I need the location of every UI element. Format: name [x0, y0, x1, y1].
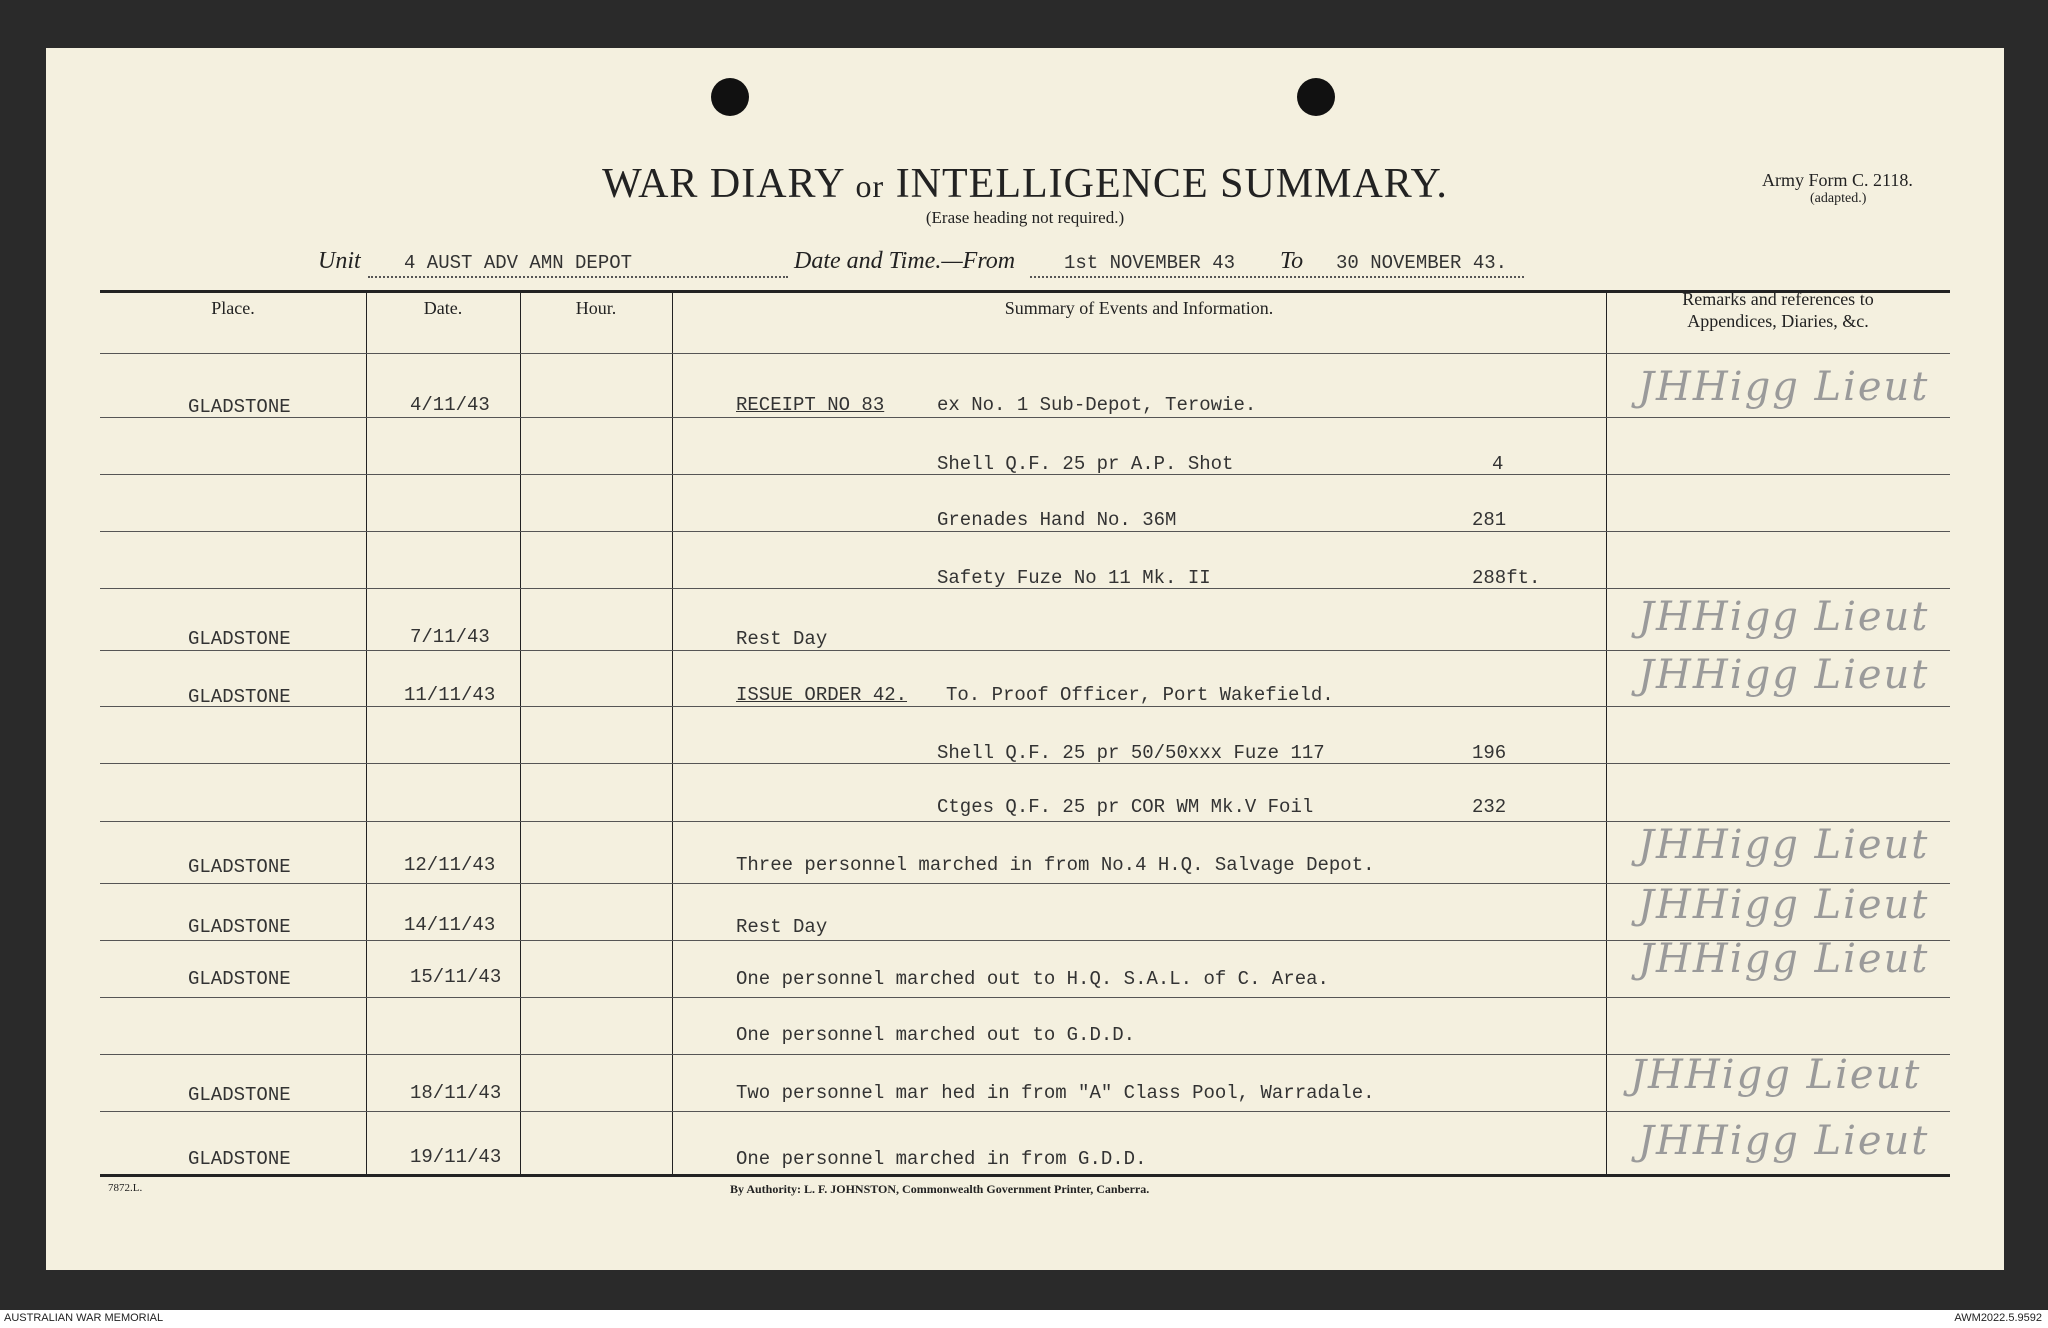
date-cell: 7/11/43	[410, 626, 490, 648]
archive-name: AUSTRALIAN WAR MEMORIAL	[4, 1312, 164, 1324]
archive-ref: AWM2022.5.9592	[1954, 1312, 2042, 1324]
date-cell: 4/11/43	[410, 394, 490, 416]
row-line	[100, 531, 1950, 532]
row-line	[100, 353, 1950, 354]
summary-item: Safety Fuze No 11 Mk. II	[937, 567, 1211, 589]
printer-authority: By Authority: L. F. JOHNSTON, Commonwealth Government Printer, Canberra.	[730, 1182, 1150, 1196]
quantity-cell: 281	[1472, 509, 1507, 531]
quantity-cell: 288ft.	[1472, 567, 1541, 589]
army-form-adapted: (adapted.)	[1810, 191, 1867, 206]
place-cell: GLADSTONE	[188, 856, 291, 878]
summary-text: Two personnel mar hed in from "A" Class Pool, Warradale.	[736, 1082, 1375, 1104]
officer-signature: JHHigg Lieut	[1630, 1052, 1922, 1098]
unit-label: Unit	[318, 248, 361, 274]
from-date-value: 1st NOVEMBER 43	[1064, 252, 1236, 274]
form-code: 7872.L.	[108, 1182, 143, 1194]
place-cell: GLADSTONE	[188, 686, 291, 708]
to-dotted-line	[1314, 276, 1524, 278]
officer-signature: JHHigg Lieut	[1638, 936, 1930, 982]
col-header-summary: Summary of Events and Information.	[1004, 298, 1274, 318]
place-cell: GLADSTONE	[188, 968, 291, 990]
column-divider	[672, 292, 673, 1176]
officer-signature: JHHigg Lieut	[1638, 364, 1930, 410]
title-intelligence-summary: INTELLIGENCE SUMMARY.	[895, 161, 1448, 207]
officer-signature: JHHigg Lieut	[1638, 594, 1930, 640]
officer-signature: JHHigg Lieut	[1638, 1118, 1930, 1164]
officer-signature: JHHigg Lieut	[1638, 882, 1930, 928]
column-divider	[366, 292, 367, 1176]
summary-text: Three personnel marched in from No.4 H.Q. Salvage Depot.	[736, 854, 1375, 876]
summary-item: Shell Q.F. 25 pr A.P. Shot	[937, 453, 1234, 475]
summary-item: Ctges Q.F. 25 pr COR WM Mk.V Foil	[937, 796, 1314, 818]
place-cell: GLADSTONE	[188, 628, 291, 650]
page-subtitle: (Erase heading not required.)	[925, 208, 1125, 227]
summary-text: Rest Day	[736, 628, 828, 650]
place-cell: GLADSTONE	[188, 1148, 291, 1170]
officer-signature: JHHigg Lieut	[1638, 822, 1930, 868]
summary-lead: RECEIPT NO 83	[736, 394, 885, 416]
row-line	[100, 417, 1950, 418]
column-divider	[520, 292, 521, 1176]
date-cell: 11/11/43	[404, 684, 496, 706]
archive-bar	[0, 1310, 2048, 1328]
quantity-cell: 232	[1472, 796, 1507, 818]
from-dotted-line	[1030, 276, 1320, 278]
table-bottom-rule	[100, 1174, 1950, 1177]
col-header-place: Place.	[211, 298, 255, 318]
quantity-cell: 196	[1472, 742, 1507, 764]
quantity-cell: 4	[1492, 453, 1504, 475]
remarks-header-line2: Appendices, Diaries, &c.	[1687, 311, 1869, 331]
summary-item: Shell Q.F. 25 pr 50/50xxx Fuze 117	[937, 742, 1325, 764]
summary-text: One personnel marched out to H.Q. S.A.L. of C. Area.	[736, 968, 1329, 990]
summary-lead: ISSUE ORDER 42.	[736, 684, 908, 706]
title-war-diary: WAR DIARY	[602, 161, 845, 207]
date-cell: 15/11/43	[410, 966, 502, 988]
date-time-label: Date and Time.—From	[794, 248, 1016, 274]
column-divider	[1606, 292, 1607, 1176]
date-cell: 14/11/43	[404, 914, 496, 936]
date-cell: 19/11/43	[410, 1146, 502, 1168]
war-diary-page	[46, 48, 2004, 1270]
col-header-hour: Hour.	[575, 298, 617, 318]
place-cell: GLADSTONE	[188, 916, 291, 938]
place-cell: GLADSTONE	[188, 396, 291, 418]
unit-dotted-line	[368, 276, 788, 278]
row-line	[100, 650, 1950, 651]
row-line	[100, 997, 1950, 998]
summary-text: One personnel marched in from G.D.D.	[736, 1148, 1147, 1170]
date-cell: 18/11/43	[410, 1082, 502, 1104]
summary-text: ex No. 1 Sub-Depot, Terowie.	[937, 394, 1257, 416]
army-form-ref: Army Form C. 2118.	[1762, 170, 1913, 190]
unit-value: 4 AUST ADV AMN DEPOT	[404, 252, 633, 274]
punch-hole	[711, 78, 749, 116]
place-cell: GLADSTONE	[188, 1084, 291, 1106]
officer-signature: JHHigg Lieut	[1638, 652, 1930, 698]
page-title	[46, 160, 2004, 208]
date-cell: 12/11/43	[404, 854, 496, 876]
col-header-date: Date.	[423, 298, 463, 318]
punch-hole	[1297, 78, 1335, 116]
summary-text: One personnel marched out to G.D.D.	[736, 1024, 1136, 1046]
summary-item: Grenades Hand No. 36M	[937, 509, 1177, 531]
row-line	[100, 1111, 1950, 1112]
to-date-value: 30 NOVEMBER 43.	[1336, 252, 1508, 274]
summary-text: Rest Day	[736, 916, 828, 938]
row-line	[100, 706, 1950, 707]
title-or: or	[855, 168, 885, 204]
col-header-remarks	[1606, 288, 1950, 332]
summary-text: To. Proof Officer, Port Wakefield.	[946, 684, 1334, 706]
to-label: To	[1280, 248, 1304, 274]
remarks-header-line1: Remarks and references to	[1682, 289, 1874, 309]
